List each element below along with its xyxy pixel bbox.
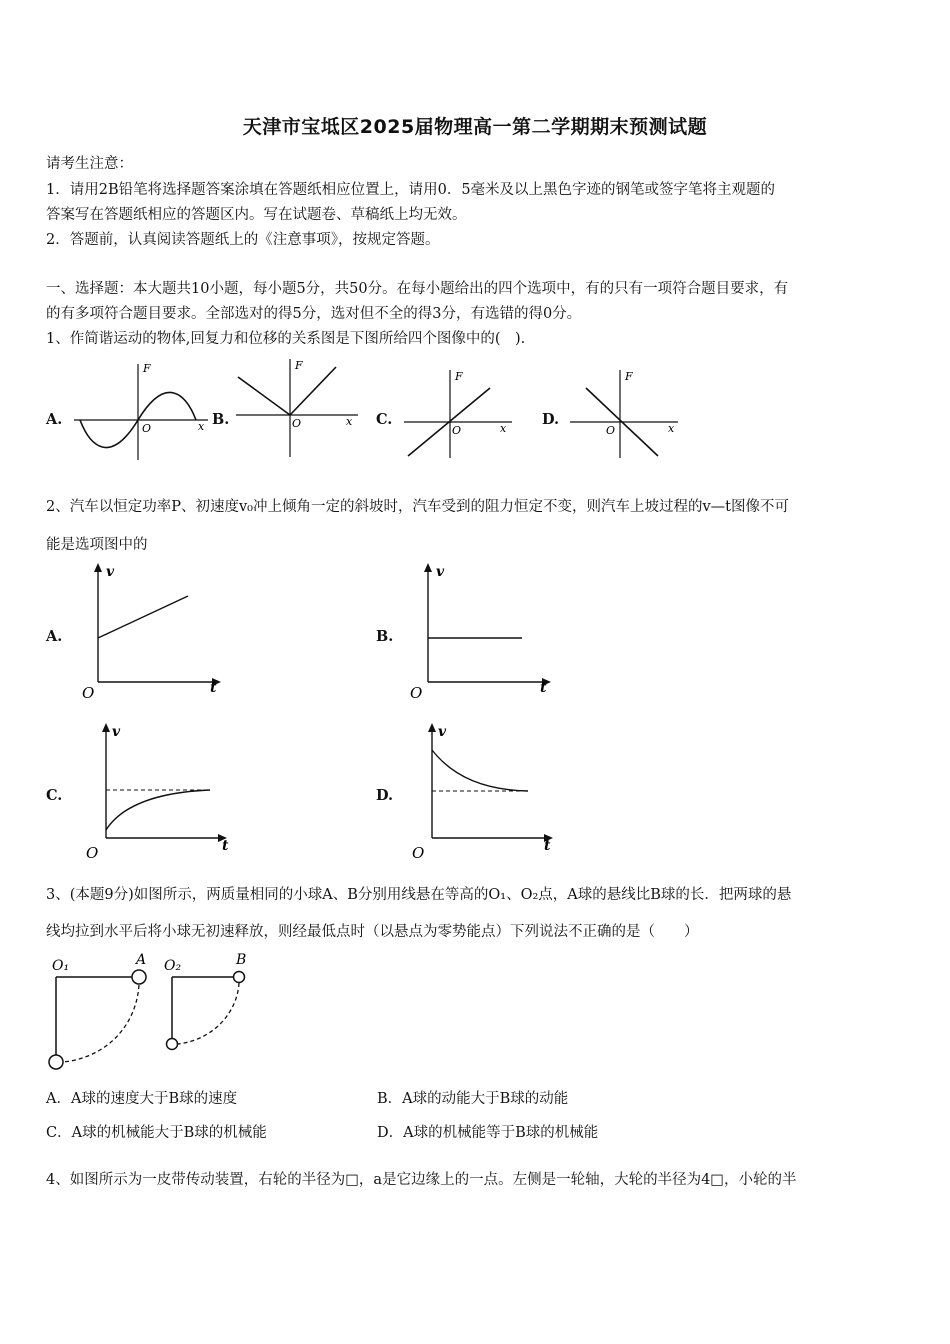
origin-label: O (452, 424, 462, 437)
page-title: 天津市宝坻区2025届物理高一第二学期期末预测试题 (242, 116, 708, 138)
axis-label-f: F (455, 370, 463, 383)
path-a-dashed (63, 985, 139, 1062)
notice-item-2: 2．答题前，认真阅读答题纸上的《注意事项》，按规定答题。 (46, 232, 440, 248)
q1-text: 1、作简谐运动的物体,回复力和位移的关系图是下图所给四个图像中的( ). (46, 331, 526, 347)
ball-a-start (132, 970, 146, 984)
axis-label-v: v (438, 724, 447, 740)
origin-label: O (292, 417, 302, 430)
origin-label: O (82, 684, 95, 702)
axis-label-t: t (540, 680, 547, 696)
q2-graph-a (78, 560, 228, 702)
q2-option-b-label: B. (376, 628, 394, 645)
axis-label-x: x (198, 420, 205, 433)
q3-option-c: C．A球的机械能大于B球的机械能 (46, 1125, 267, 1141)
q4-line1: 4、如图所示为一皮带传动装置，右轮的半径为□，a是它边缘上的一点。左侧是一轮轴，大轮的半径为4□，小轮的半 (46, 1172, 797, 1188)
q2-option-d-label: D. (376, 787, 394, 804)
notice-heading: 请考生注意： (46, 156, 133, 172)
q1-graph-c (400, 366, 515, 460)
q2-option-a-label: A. (46, 628, 63, 645)
axis-label-t: t (210, 680, 217, 696)
q2-graph-b (408, 560, 558, 702)
v-axis-arrow (102, 723, 110, 732)
axis-label-f: F (625, 370, 633, 383)
ball-b-label: B (236, 952, 247, 968)
axis-label-f: F (143, 362, 151, 375)
axis-label-f: F (295, 359, 303, 372)
axis-label-v: v (112, 724, 121, 740)
axis-label-x: x (668, 422, 675, 435)
ball-b-lowest (167, 1039, 178, 1050)
section1-line1: 一、选择题：本大题共10小题，每小题5分，共50分。在每小题给出的四个选项中，有的只有一项符合题目要求，有 (46, 281, 789, 297)
pivot-o1-label: O₁ (52, 958, 70, 974)
origin-label: O (410, 684, 423, 702)
q2-option-c-label: C. (46, 787, 63, 804)
q1-graph-a (70, 360, 210, 462)
path-b-dashed (178, 983, 239, 1044)
origin-label: O (142, 422, 152, 435)
q1-option-d-label: D. (542, 411, 560, 428)
falling-curve (432, 750, 528, 791)
q3-line1: 3、(本题9分)如图所示，两质量相同的小球A、B分别用线悬在等高的O₁、O₂点，A球的悬线比B球的长．把两球的悬 (46, 887, 792, 903)
origin-label: O (86, 844, 99, 862)
axis-label-t: t (544, 838, 551, 854)
axis-label-v: v (106, 564, 115, 580)
q3-pendulum-figure (44, 948, 264, 1076)
origin-label: O (412, 844, 425, 862)
q3-option-d: D．A球的机械能等于B球的机械能 (377, 1125, 599, 1141)
q3-option-a: A．A球的速度大于B球的速度 (46, 1091, 238, 1107)
notice-item-1a: 1．请用2B铅笔将选择题答案涂填在答题纸相应位置上，请用0．5毫米及以上黑色字迹的钢笔或签字笔将主观题的 (46, 182, 776, 198)
increasing-line (98, 596, 188, 638)
q2-line2: 能是选项图中的 (46, 537, 148, 553)
v-axis-arrow (424, 563, 432, 572)
v-shape-line (238, 367, 336, 415)
ball-a-label: A (136, 952, 147, 968)
q1-graph-d (566, 366, 681, 460)
q3-line2: 线均拉到水平后将小球无初速释放，则经最低点时（以悬点为零势能点）下列说法不正确的是（ ） (46, 924, 699, 940)
q2-graph-c (84, 718, 234, 862)
q3-option-b: B．A球的动能大于B球的动能 (377, 1091, 569, 1107)
axis-label-x: x (346, 415, 353, 428)
section1-line2: 的有多项符合题目要求。全部选对的得5分，选对但不全的得3分，有选错的得0分。 (46, 306, 582, 322)
axis-label-t: t (222, 838, 229, 854)
axis-label-v: v (436, 564, 445, 580)
origin-label: O (606, 424, 616, 437)
q2-line1: 2、汽车以恒定功率P、初速度v₀冲上倾角一定的斜坡时，汽车受到的阻力恒定不变，则汽车上坡过程的v—t图像不可 (46, 499, 790, 515)
q1-option-b-label: B. (212, 411, 230, 428)
ball-b-start (234, 972, 245, 983)
rising-curve (106, 790, 210, 830)
ball-a-lowest (49, 1055, 63, 1069)
q1-option-a-label: A. (46, 411, 63, 428)
notice-item-1b: 答案写在答题纸相应的答题区内。写在试题卷、草稿纸上均无效。 (46, 207, 467, 223)
pivot-o2-label: O₂ (164, 958, 182, 974)
q1-graph-b (232, 355, 362, 459)
axis-label-x: x (500, 422, 507, 435)
q1-option-c-label: C. (376, 411, 393, 428)
q2-graph-d (410, 718, 560, 862)
v-axis-arrow (94, 563, 102, 572)
v-axis-arrow (428, 723, 436, 732)
